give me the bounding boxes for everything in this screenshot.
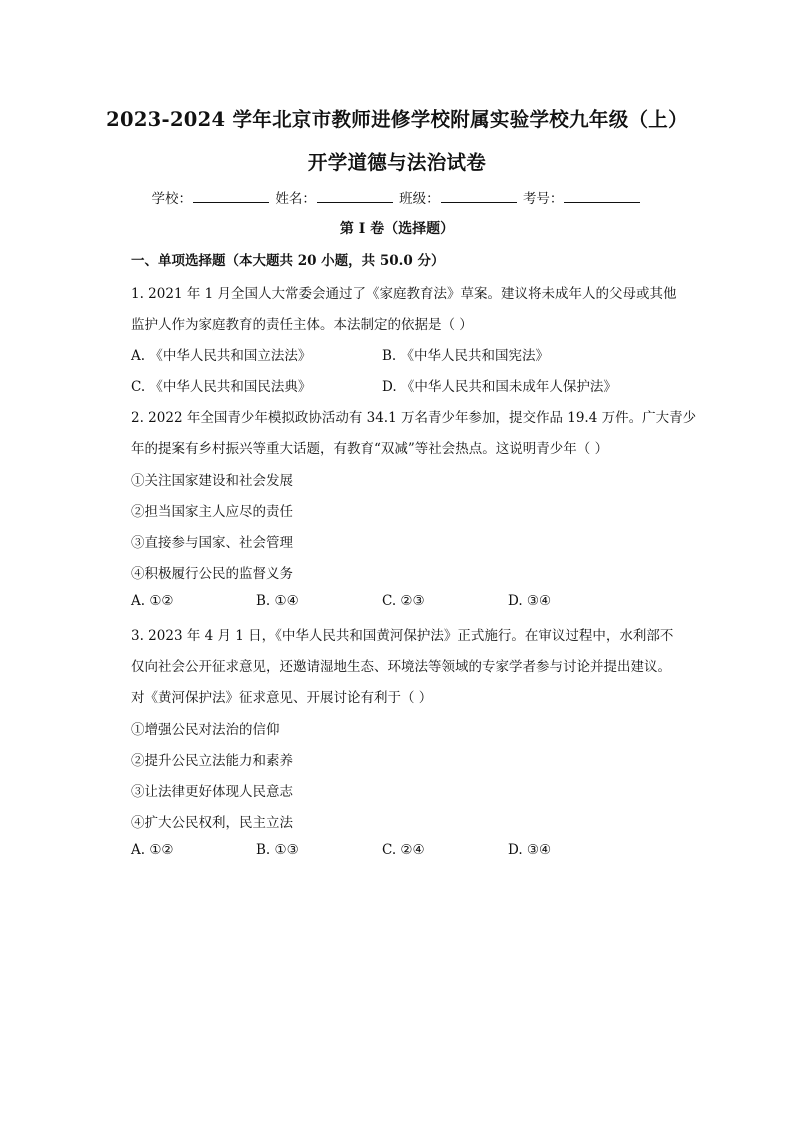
exam-number-blank[interactable] — [564, 190, 640, 203]
class-label: 班级： — [399, 191, 440, 207]
question-2-statement-3: ③直接参与国家、社会管理 — [131, 535, 293, 551]
question-2-stem-line-1: 2. 2022 年全国青少年模拟政协活动有 34.1 万名青少年参加，提交作品 19.4 万件。广大青少 — [131, 410, 697, 426]
question-3-statement-1: ①增强公民对法治的信仰 — [131, 722, 280, 738]
question-1-option-b[interactable]: B. 《中华人民共和国宪法》 — [382, 348, 550, 364]
question-2-statement-4: ④积极履行公民的监督义务 — [131, 566, 293, 582]
exam-title-line-2: 开学道德与法治试卷 — [307, 151, 487, 174]
question-2-option-a[interactable]: A. ①② — [131, 593, 174, 609]
question-3-stem-line-1: 3. 2023 年 4 月 1 日，《中华人民共和国黄河保护法》正式施行。在审议过程中，水利部不 — [131, 628, 674, 644]
question-3-option-a[interactable]: A. ①② — [131, 842, 174, 858]
question-3-option-c[interactable]: C. ②④ — [382, 842, 425, 858]
question-2-option-c[interactable]: C. ②③ — [382, 593, 425, 609]
question-2-statement-1: ①关注国家建设和社会发展 — [131, 473, 293, 489]
question-1-option-c[interactable]: C. 《中华人民共和国民法典》 — [131, 379, 312, 395]
student-info-row — [0, 187, 794, 207]
question-2-stem-line-2: 年的提案有乡村振兴等重大话题，有教育“双减”等社会热点。这说明青少年（ ） — [131, 441, 609, 457]
question-2-option-d[interactable]: D. ③④ — [508, 593, 552, 609]
question-1-option-a[interactable]: A. 《中华人民共和国立法法》 — [131, 348, 312, 364]
question-1-stem-line-1: 1. 2021 年 1 月全国人大常委会通过了《家庭教育法》草案。建议将未成年人的父母或其他 — [131, 286, 677, 302]
question-3-option-b[interactable]: B. ①③ — [256, 842, 299, 858]
question-2-option-b[interactable]: B. ①④ — [256, 593, 299, 609]
question-3-stem-line-3: 对《黄河保护法》征求意见、开展讨论有利于（ ） — [131, 690, 433, 706]
class-blank[interactable] — [441, 190, 517, 203]
school-label: 学校： — [151, 191, 193, 207]
question-1-option-d[interactable]: D. 《中华人民共和国未成年人保护法》 — [382, 379, 617, 395]
part-title: 一、单项选择题（本大题共 20 小题，共 50.0 分） — [131, 253, 445, 269]
section-title: 第 I 卷（选择题） — [339, 221, 455, 237]
name-label: 姓名： — [275, 191, 316, 207]
question-3-stem-line-2: 仅向社会公开征求意见，还邀请湿地生态、环境法等领域的专家学者参与讨论并提出建议。 — [131, 659, 671, 675]
question-3-statement-2: ②提升公民立法能力和素养 — [131, 753, 293, 769]
question-2-statement-2: ②担当国家主人应尽的责任 — [131, 504, 293, 520]
name-blank[interactable] — [317, 190, 393, 203]
school-blank[interactable] — [193, 190, 269, 203]
question-3-statement-4: ④扩大公民权利，民主立法 — [131, 815, 293, 831]
question-3-option-d[interactable]: D. ③④ — [508, 842, 552, 858]
exam-number-label: 考号： — [522, 191, 564, 207]
exam-title-line-1: 2023-2024 学年北京市教师进修学校附属实验学校九年级（上） — [106, 108, 688, 131]
question-3-statement-3: ③让法律更好体现人民意志 — [131, 784, 293, 800]
question-1-stem-line-2: 监护人作为家庭教育的责任主体。本法制定的依据是（ ） — [131, 317, 473, 333]
